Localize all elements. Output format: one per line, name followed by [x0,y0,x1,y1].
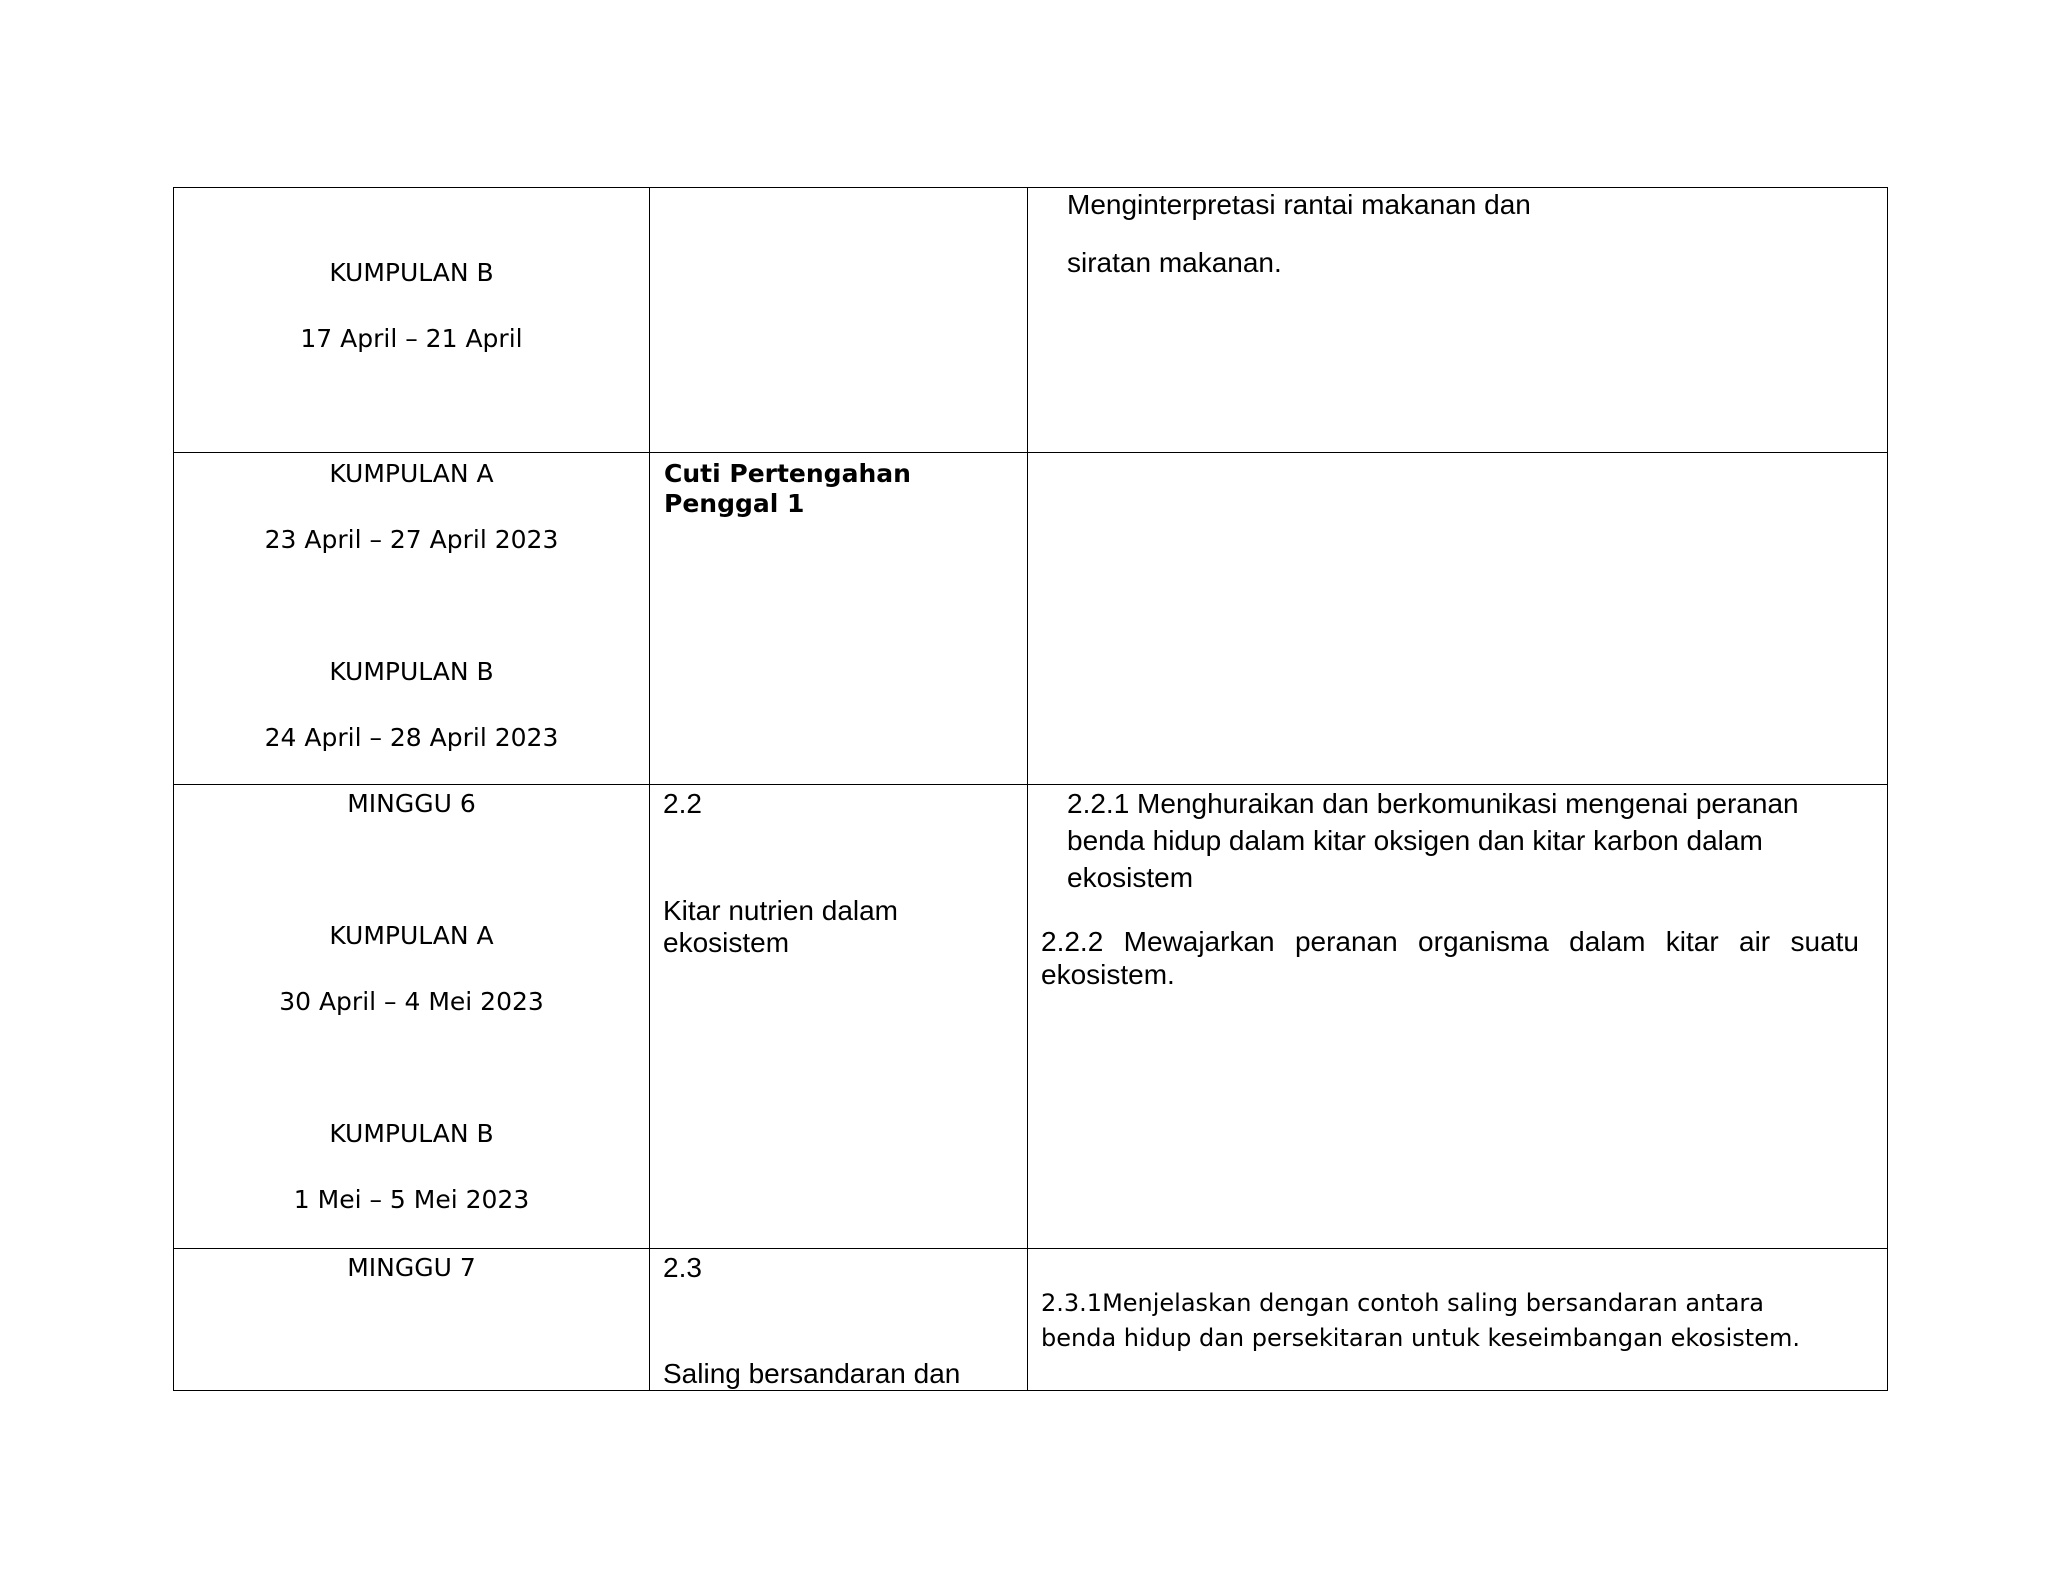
week-cell [174,188,650,453]
standard-text: 2.3.1Menjelaskan dengan contoh saling bersandaran antara benda hidup dan persekitaran untuk keseimbangan ekosistem. [1041,1289,1800,1352]
week-cell [174,785,650,1249]
date-range: 23 April – 27 April 2023 [264,525,559,554]
group-label: KUMPULAN A [329,921,494,950]
group-label: KUMPULAN B [329,657,494,686]
table-row [174,453,1888,785]
table-row [174,188,1888,453]
date-range: 1 Mei – 5 Mei 2023 [293,1185,530,1214]
topic-title: Saling bersandaran dan [663,1358,961,1389]
topic-code: 2.2 [663,788,702,819]
week-label: MINGGU 7 [347,1253,476,1282]
group-label: KUMPULAN A [329,459,494,488]
topic-title: Kitar nutrien dalam ekosistem [663,895,899,958]
group-label: KUMPULAN B [329,258,494,287]
topic-code: 2.3 [663,1252,702,1283]
standard-cell [1028,785,1888,1249]
standard-text: Menginterpretasi rantai makanan dan [1067,189,1531,220]
date-range: 24 April – 28 April 2023 [264,723,559,752]
week-label: MINGGU 6 [347,789,476,818]
table-row [174,1249,1888,1391]
week-cell [174,1249,650,1391]
topic-cell [650,453,1028,785]
topic-cell [650,1249,1028,1391]
holiday-note: Cuti Pertengahan Penggal 1 [664,459,911,518]
table-row [174,785,1888,1249]
standard-cell [1028,188,1888,453]
standard-cell [1028,1249,1888,1391]
topic-cell [650,188,1028,453]
standard-cell [1028,453,1888,785]
date-range: 30 April – 4 Mei 2023 [279,987,544,1016]
standard-text: 2.2.2 Mewajarkan peranan organisma dalam kitar air suatu ekosistem. [1041,926,1859,990]
topic-cell [650,785,1028,1249]
standard-text: 2.2.1 Menghuraikan dan berkomunikasi mengenai peranan benda hidup dalam kitar oksigen dan kitar karbon dalam ekosistem [1067,788,1799,893]
standard-text: siratan makanan. [1067,247,1282,278]
group-label: KUMPULAN B [329,1119,494,1148]
date-range: 17 April – 21 April [300,324,523,353]
week-cell [174,453,650,785]
syllabus-table [173,187,1888,1391]
